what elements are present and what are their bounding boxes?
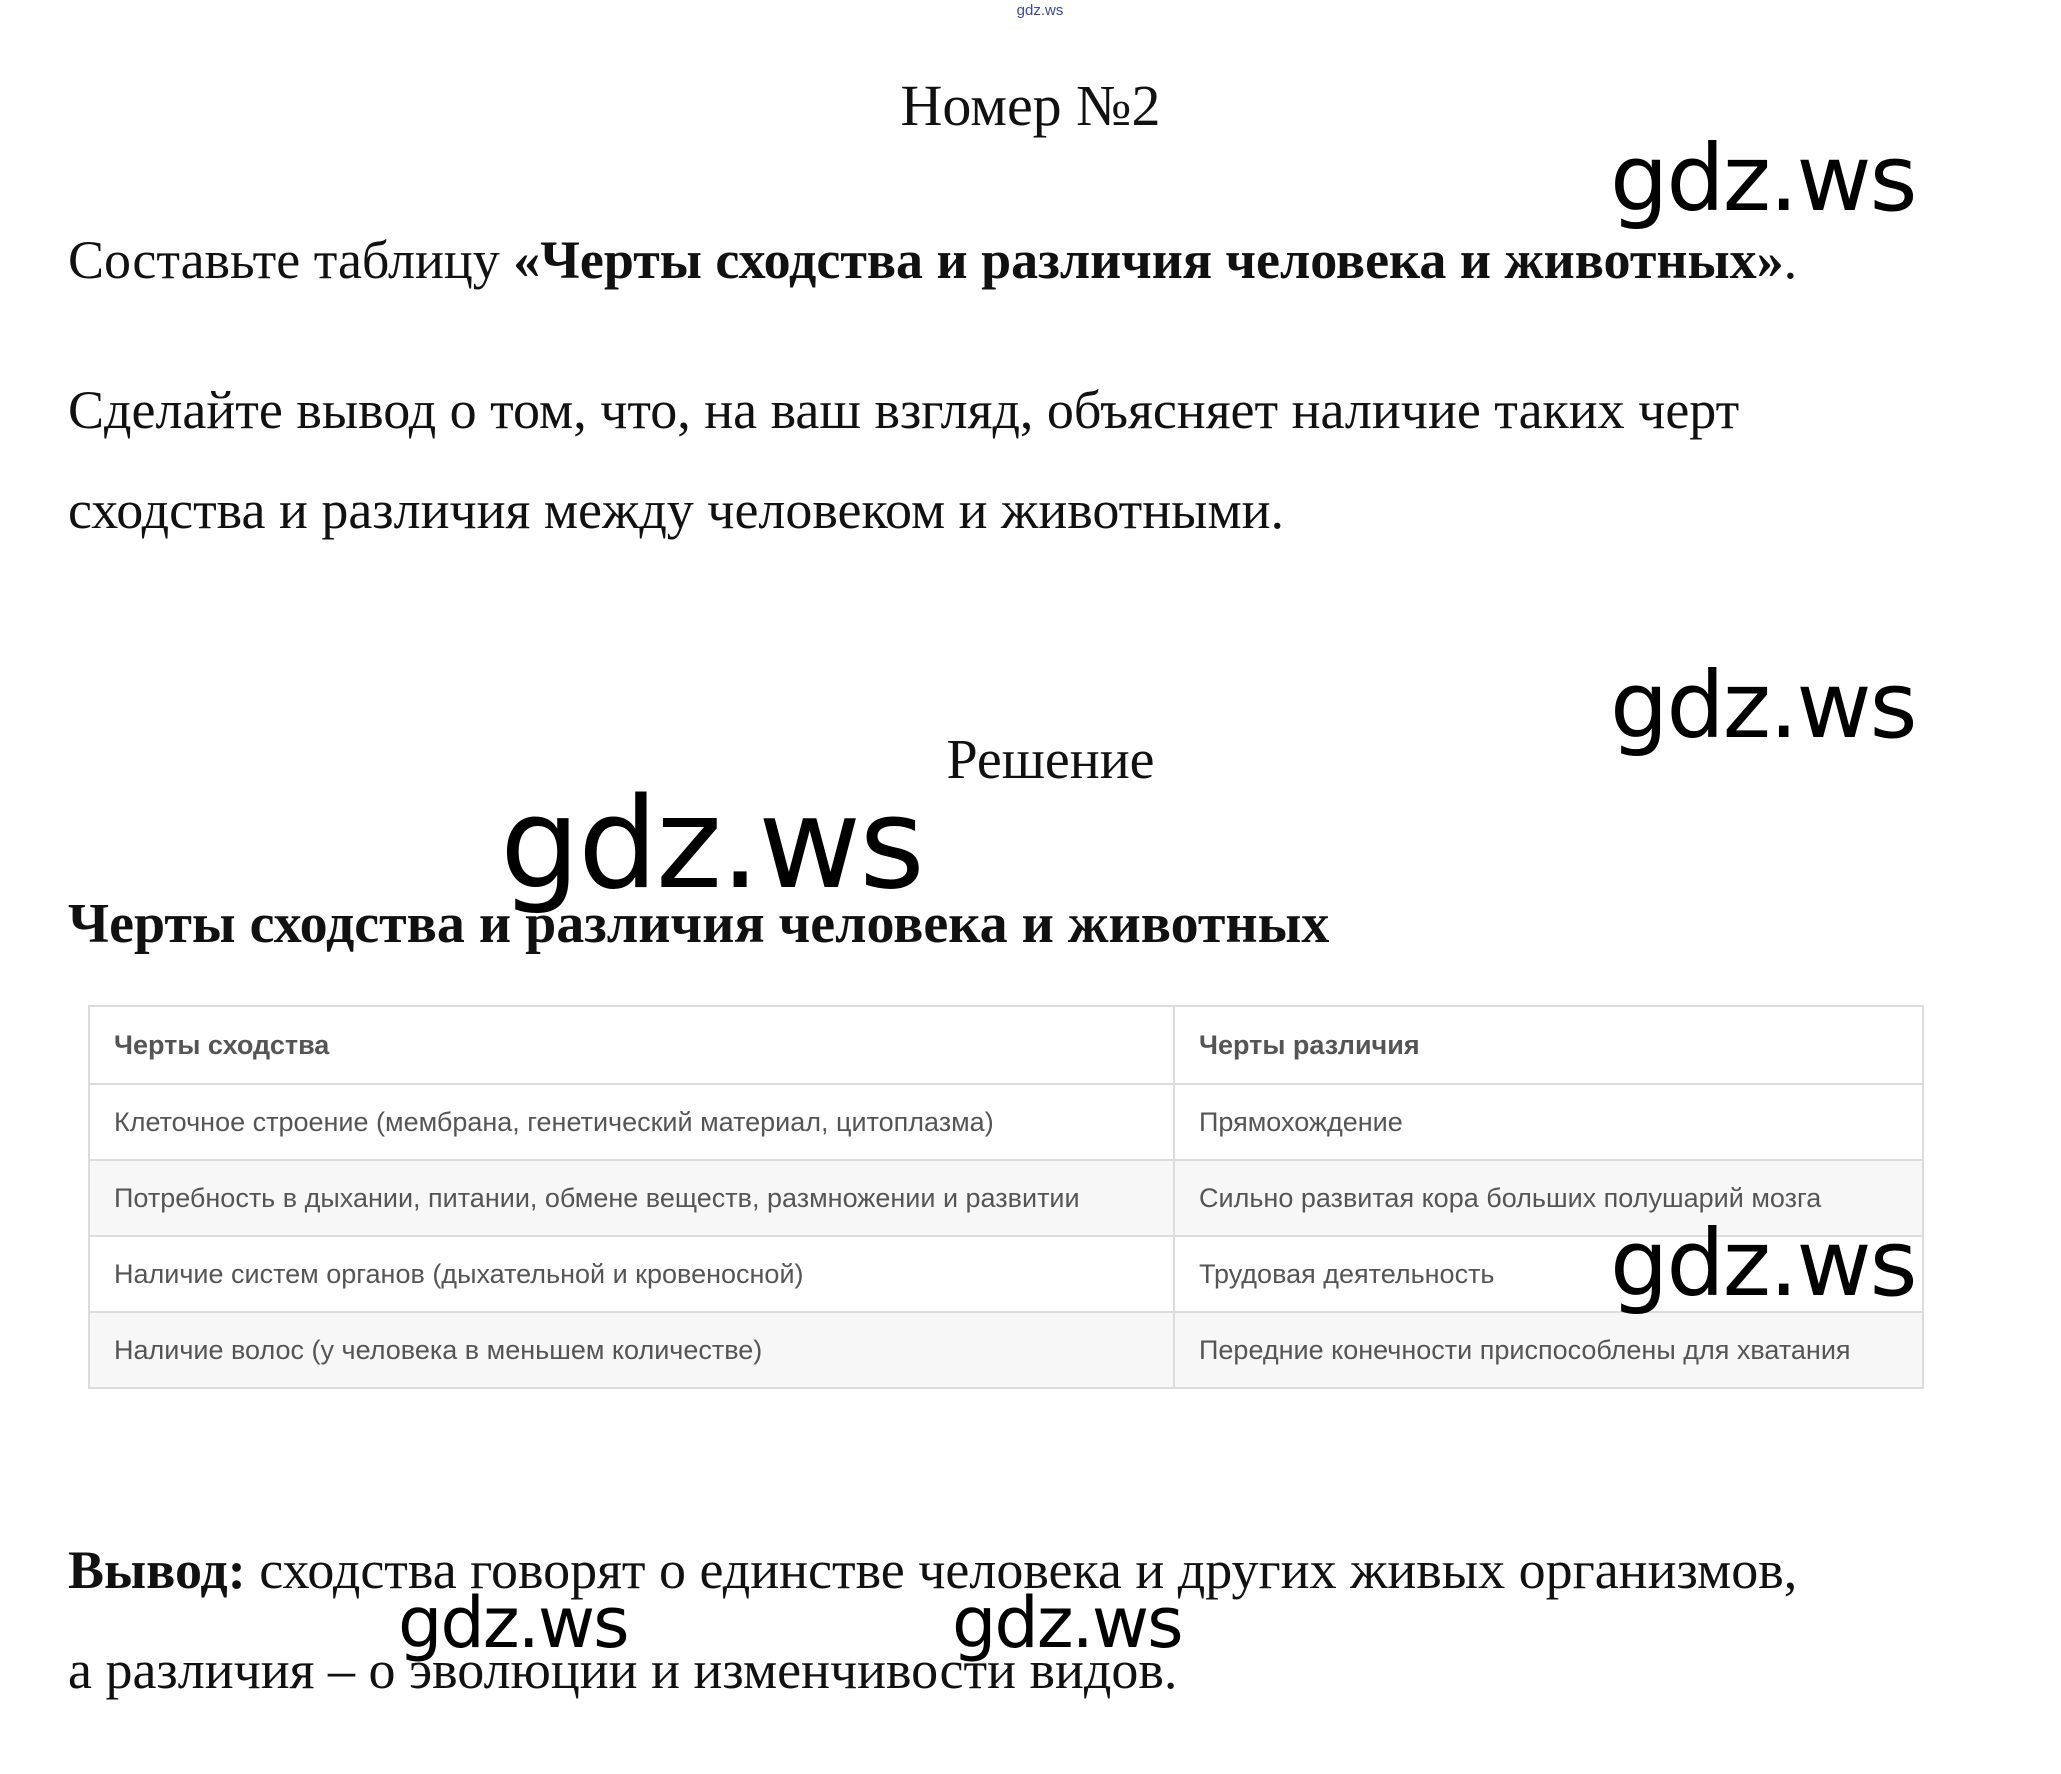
- table-row: [89, 1084, 1923, 1160]
- task-suffix: .: [1783, 230, 1798, 290]
- conclusion-task-line-1: Сделайте вывод о том, что, на ваш взгляд, объясняет наличие таких черт: [68, 380, 1740, 440]
- output-label: Вывод:: [68, 1540, 246, 1600]
- difference-cell: Прямохождение: [1174, 1084, 1923, 1160]
- difference-cell: Трудовая деятельность: [1174, 1236, 1923, 1312]
- task-bold: «Черты сходства и различия человека и животных»: [513, 230, 1784, 290]
- watermark: gdz.ws: [500, 770, 923, 917]
- similarity-cell: Наличие систем органов (дыхательной и кровеносной): [89, 1236, 1174, 1312]
- conclusion-task-line-2: сходства и различия между человеком и животными.: [68, 480, 1285, 540]
- similarity-cell: Потребность в дыхании, питании, обмене веществ, размножении и развитии: [89, 1160, 1174, 1236]
- header-watermark: gdz.ws: [1016, 2, 1064, 19]
- watermark: gdz.ws: [398, 1582, 628, 1664]
- header-differences: Черты различия: [1174, 1006, 1923, 1084]
- header-similarities: Черты сходства: [89, 1006, 1174, 1084]
- output-text-1: сходства говорят о единстве человека и других живых организмов,: [245, 1540, 1798, 1600]
- table-row: [89, 1312, 1923, 1388]
- watermark: gdz.ws: [1610, 652, 1916, 759]
- task-prefix: Составьте таблицу: [68, 230, 514, 290]
- similarity-cell: Клеточное строение (мембрана, генетический материал, цитоплазма): [89, 1084, 1174, 1160]
- table-header-row: [89, 1006, 1923, 1084]
- page-title: Номер №2: [900, 73, 1161, 138]
- watermark: gdz.ws: [1610, 125, 1916, 232]
- similarity-cell: Наличие волос (у человека в меньшем количестве): [89, 1312, 1174, 1388]
- output-line-2: а различия – о эволюции и изменчивости видов.: [68, 1640, 1178, 1700]
- output-line-1: [68, 1520, 1797, 1620]
- comparison-table: [88, 1005, 1924, 1389]
- task-text: [68, 210, 1797, 310]
- watermark: gdz.ws: [952, 1582, 1182, 1664]
- solution-label: Решение: [946, 729, 1155, 791]
- watermark: gdz.ws: [1610, 1210, 1916, 1317]
- difference-cell: Передние конечности приспособлены для хватания: [1174, 1312, 1923, 1388]
- table-title: Черты сходства и различия человека и животных: [68, 893, 1330, 955]
- difference-cell: Сильно развитая кора больших полушарий мозга: [1174, 1160, 1923, 1236]
